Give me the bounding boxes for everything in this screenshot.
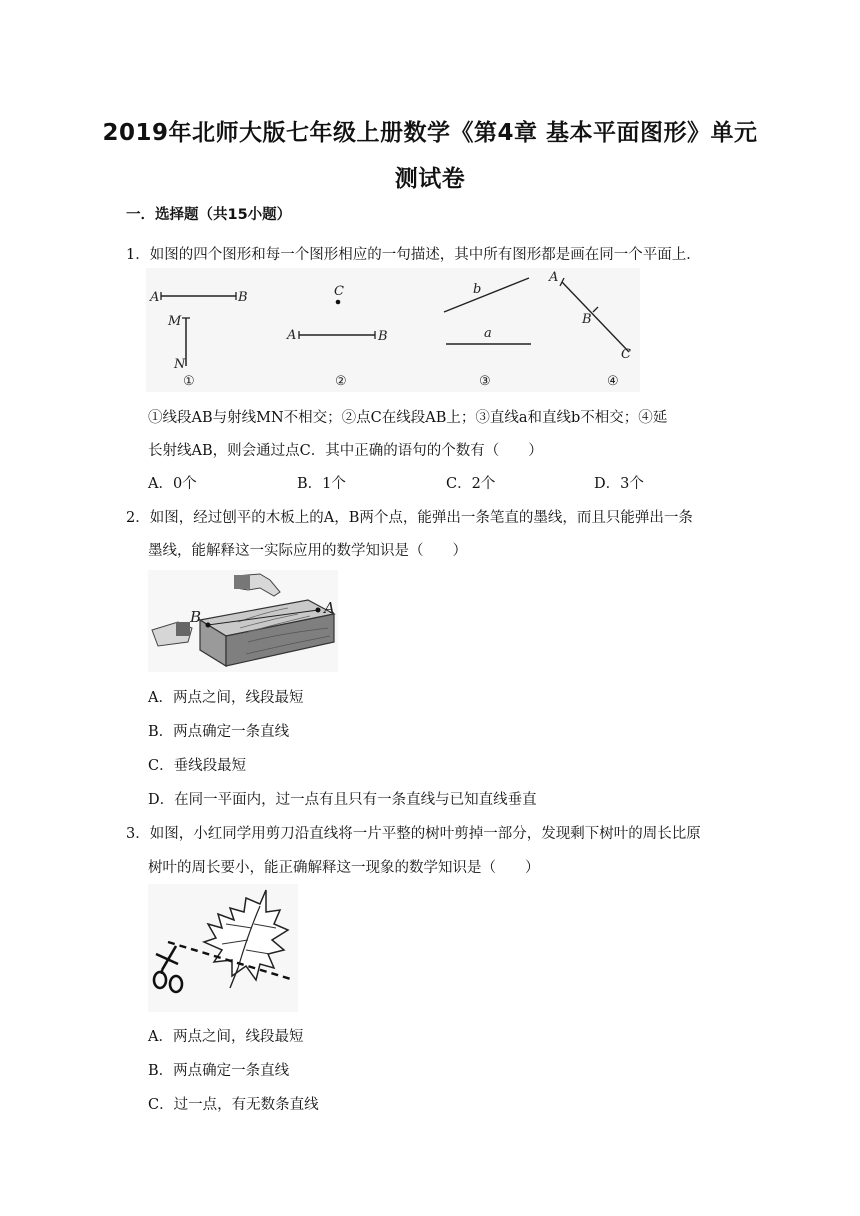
fig4-label-a: A — [549, 270, 559, 285]
fig4-label-c: C — [621, 347, 631, 362]
q2-board-figure — [148, 570, 338, 672]
q2-option-d[interactable]: D．在同一平面内，过一点有且只有一条直线与已知直线垂直 — [148, 792, 537, 808]
fig3-number: ③ — [479, 374, 491, 389]
fig1-label-n: N — [174, 357, 186, 372]
q1-option-d[interactable]: D．3个 — [594, 476, 644, 492]
q2-stem-line2: 墨线，能解释这一实际应用的数学知识是（ ） — [148, 543, 467, 559]
fig4-label-b: B — [582, 312, 592, 327]
fig2-number: ② — [335, 374, 347, 389]
q3-stem-line1: 3．如图，小红同学用剪刀沿直线将一片平整的树叶剪掉一部分，发现剩下树叶的周长比原 — [126, 826, 701, 842]
q3-leaf-figure — [148, 884, 298, 1012]
q3-stem-line2: 树叶的周长要小，能正确解释这一现象的数学知识是（ ） — [148, 860, 540, 876]
fig1-label-b: B — [238, 290, 248, 305]
q3-option-b[interactable]: B．两点确定一条直线 — [148, 1063, 290, 1079]
section-heading: 一．选择题（共15小题） — [126, 207, 292, 223]
q1-option-b[interactable]: B．1个 — [297, 476, 346, 492]
q2-stem-line1: 2．如图，经过刨平的木板上的A，B两个点，能弹出一条笔直的墨线，而且只能弹出一条 — [126, 510, 693, 526]
q1-statement-line1: ①线段AB与射线MN不相交；②点C在线段AB上；③直线a和直线b不相交；④延 — [148, 410, 668, 426]
fig1-label-m: M — [168, 314, 182, 329]
q2-label-b: B — [190, 608, 202, 626]
fig2-label-c: C — [334, 284, 344, 299]
q2-option-b[interactable]: B．两点确定一条直线 — [148, 724, 290, 740]
q2-label-a: A — [324, 599, 335, 617]
fig1-label-a: A — [150, 290, 160, 305]
q1-figure — [146, 268, 640, 392]
q1-option-c[interactable]: C．2个 — [446, 476, 496, 492]
fig1-number: ① — [183, 374, 195, 389]
page-title-line2: 测试卷 — [394, 166, 466, 192]
fig3-label-a: a — [484, 326, 492, 341]
q2-option-a[interactable]: A．两点之间，线段最短 — [148, 690, 304, 706]
fig4-number: ④ — [607, 374, 619, 389]
page-title-line1: 2019年北师大版七年级上册数学《第4章 基本平面图形》单元 — [102, 120, 758, 146]
q1-stem: 1．如图的四个图形和每一个图形相应的一句描述，其中所有图形都是画在同一个平面上． — [126, 247, 701, 263]
fig2-label-b: B — [378, 329, 388, 344]
q1-option-a[interactable]: A．0个 — [148, 476, 197, 492]
q3-option-c[interactable]: C．过一点，有无数条直线 — [148, 1097, 319, 1113]
q1-statement-line2: 长射线AB，则会通过点C．其中正确的语句的个数有（ ） — [148, 443, 543, 459]
q3-option-a[interactable]: A．两点之间，线段最短 — [148, 1029, 304, 1045]
fig3-label-b: b — [473, 282, 482, 297]
fig2-label-a: A — [287, 328, 297, 343]
q2-option-c[interactable]: C．垂线段最短 — [148, 758, 247, 774]
